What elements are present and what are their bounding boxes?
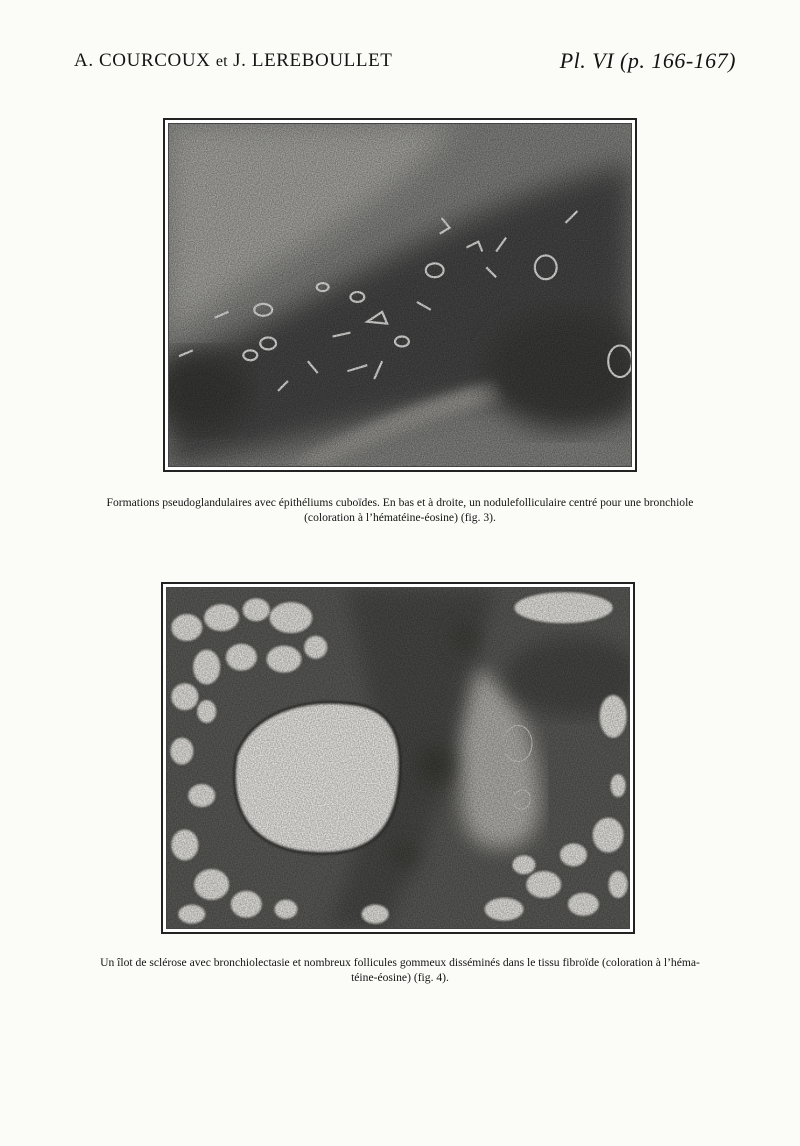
micrograph-4-image xyxy=(167,588,629,928)
figure-3-caption-line-1: Formations pseudoglandulaires avec épithéliums cuboïdes. En bas et à droite, un nodulefolliculaire centré pour une bronchiole xyxy=(106,496,694,509)
plate-reference: Pl. VI (p. 166-167) xyxy=(559,48,736,73)
figure-4-caption-line-2: téine-éosine) (fig. 4). xyxy=(351,971,449,984)
author-1-name: COURCOUX xyxy=(99,50,211,71)
author-conjunction: et xyxy=(215,53,228,70)
figure-3-caption xyxy=(60,495,740,525)
figure-4-caption xyxy=(60,955,740,985)
author-2-name: LEREBOULLET xyxy=(251,50,393,71)
micrograph-3-image xyxy=(169,124,631,466)
figure-3-micrograph xyxy=(163,118,637,472)
author-initial-a: A. xyxy=(74,50,94,71)
figure-3-caption-line-2: (coloration à l’hématéine-éosine) (fig. 3). xyxy=(304,511,496,524)
figure-4-micrograph xyxy=(161,582,635,934)
figure-4-caption-line-1: Un îlot de sclérose avec bronchiolectasie et nombreux follicules gommeux disséminés dans le tissu fibroïde (coloration à l’héma- xyxy=(100,956,700,969)
author-initial-j: J. xyxy=(233,50,247,71)
header-authors xyxy=(74,50,393,72)
